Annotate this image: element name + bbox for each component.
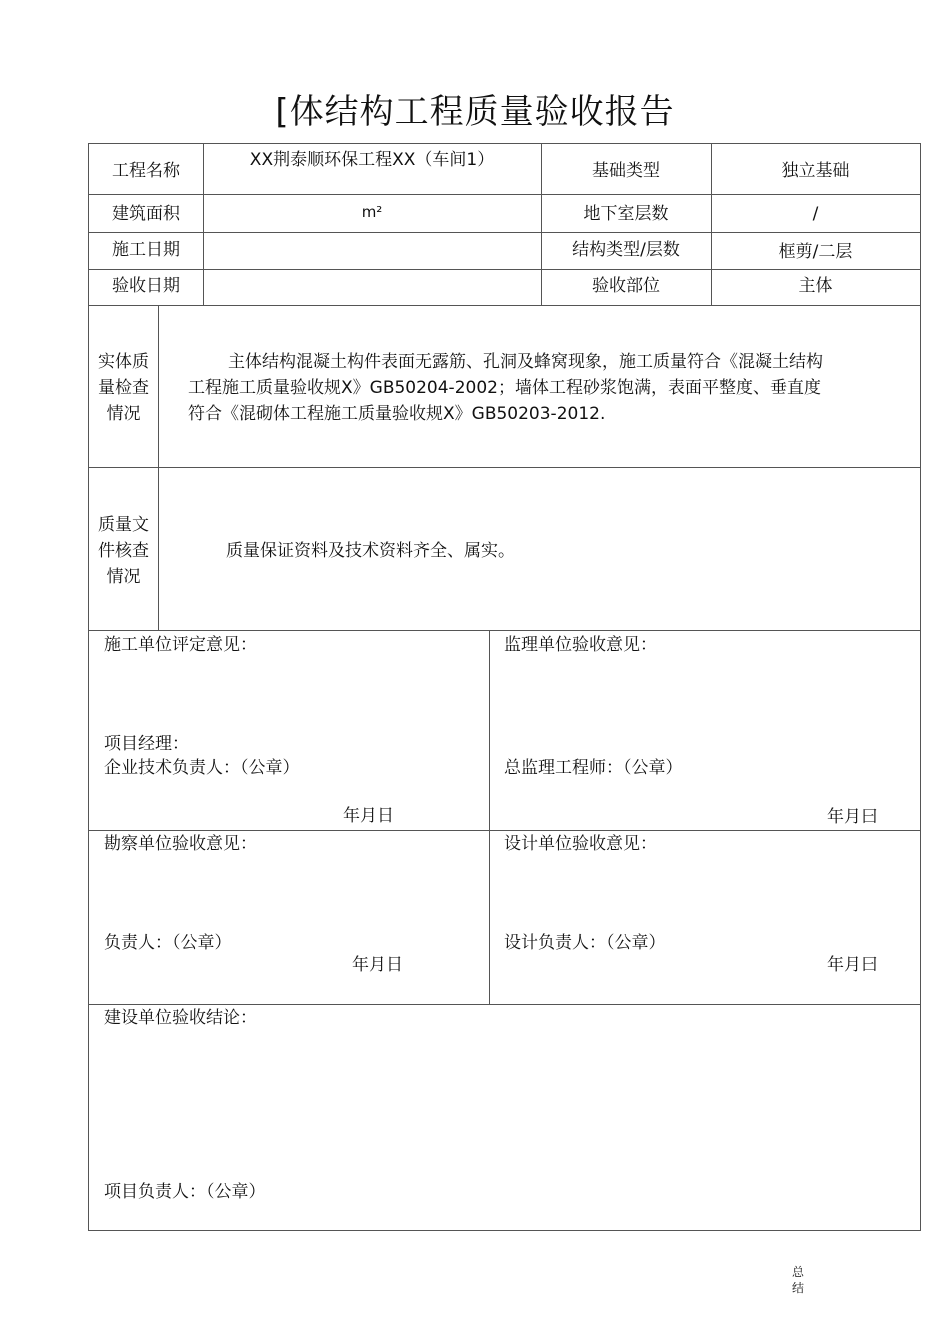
construction-unit-heading: 施工单位评定意见： [104, 635, 257, 655]
owner-unit-lead: 项目负责人：（公章） [104, 1182, 266, 1202]
structure-type-value: 框剪/二层 [778, 242, 853, 262]
basement-floors-value: / [812, 204, 819, 224]
supervision-unit-chief: 总监理工程师：（公章） [504, 758, 683, 778]
entity-check-label-line3: 情况 [106, 404, 141, 424]
doc-check-label-line3: 情况 [106, 567, 141, 587]
footnote [790, 1264, 806, 1296]
report-title: [体结构工程质量验收报告 [275, 92, 675, 132]
row-divider [89, 630, 920, 631]
construction-unit-manager: 项目经理： [104, 734, 189, 754]
construction-unit-tech-lead: 企业技术负责人：（公章） [104, 758, 300, 778]
acceptance-form [88, 143, 921, 1231]
supervision-unit-heading: 监理单位验收意见： [504, 635, 657, 655]
basement-floors-label: 地下室层数 [583, 204, 669, 224]
doc-check-text: 质量保证资料及技术资料齐全、属实。 [226, 541, 515, 561]
structure-type-label: 结构类型/层数 [572, 240, 680, 260]
footnote-line2: 结 [791, 1281, 804, 1295]
entity-check-text-line2: 工程施工质量验收规X》GB50204-2002；墙体工程砂浆饱满，表面平整度、垂直度 [188, 378, 821, 398]
survey-unit-heading: 勘察单位验收意见： [104, 834, 257, 854]
building-area-value: m² [361, 203, 383, 221]
design-unit-lead: 设计负责人：（公章） [504, 933, 666, 953]
project-name-label: 工程名称 [112, 161, 180, 181]
entity-check-text-line1: 主体结构混凝土构件表面无露筋、孔洞及蜂窝现象，施工质量符合《混凝土结构 [228, 352, 823, 372]
row-divider [89, 232, 920, 233]
row-divider [89, 467, 920, 468]
row-divider [89, 194, 920, 195]
acceptance-date-label: 验收日期 [112, 276, 180, 296]
design-unit-heading: 设计单位验收意见： [504, 834, 657, 854]
entity-check-text-line3: 符合《混砌体工程施工质量验收规X》GB50203-2012. [188, 404, 606, 424]
foundation-type-label: 基础类型 [592, 161, 660, 181]
survey-unit-date: 年月日 [352, 955, 403, 975]
doc-check-label-line1: 质量文 [98, 515, 149, 535]
column-divider [489, 630, 490, 1004]
acceptance-part-value: 主体 [798, 276, 833, 296]
row-divider [89, 1004, 920, 1005]
design-unit-date: 年月曰 [827, 955, 878, 975]
supervision-unit-date: 年月曰 [827, 807, 878, 827]
survey-unit-lead: 负责人：（公章） [104, 933, 232, 953]
owner-unit-heading: 建设单位验收结论： [104, 1008, 257, 1028]
row-divider [89, 830, 920, 831]
column-divider [158, 305, 159, 630]
entity-check-label-line1: 实体质 [98, 352, 149, 372]
entity-check-label-line2: 量检查 [98, 378, 149, 398]
footnote-line1: 总 [791, 1265, 804, 1279]
construction-unit-date: 年月日 [343, 806, 394, 826]
row-divider [89, 269, 920, 270]
foundation-type-value: 独立基础 [781, 161, 850, 181]
construction-date-label: 施工日期 [112, 240, 180, 260]
acceptance-part-label: 验收部位 [592, 276, 660, 296]
doc-check-label-line2: 件核查 [98, 541, 149, 561]
project-name-value: XX荆泰顺环保工程XX（车间1） [249, 150, 495, 170]
row-divider [89, 305, 920, 306]
building-area-label: 建筑面积 [112, 204, 180, 224]
